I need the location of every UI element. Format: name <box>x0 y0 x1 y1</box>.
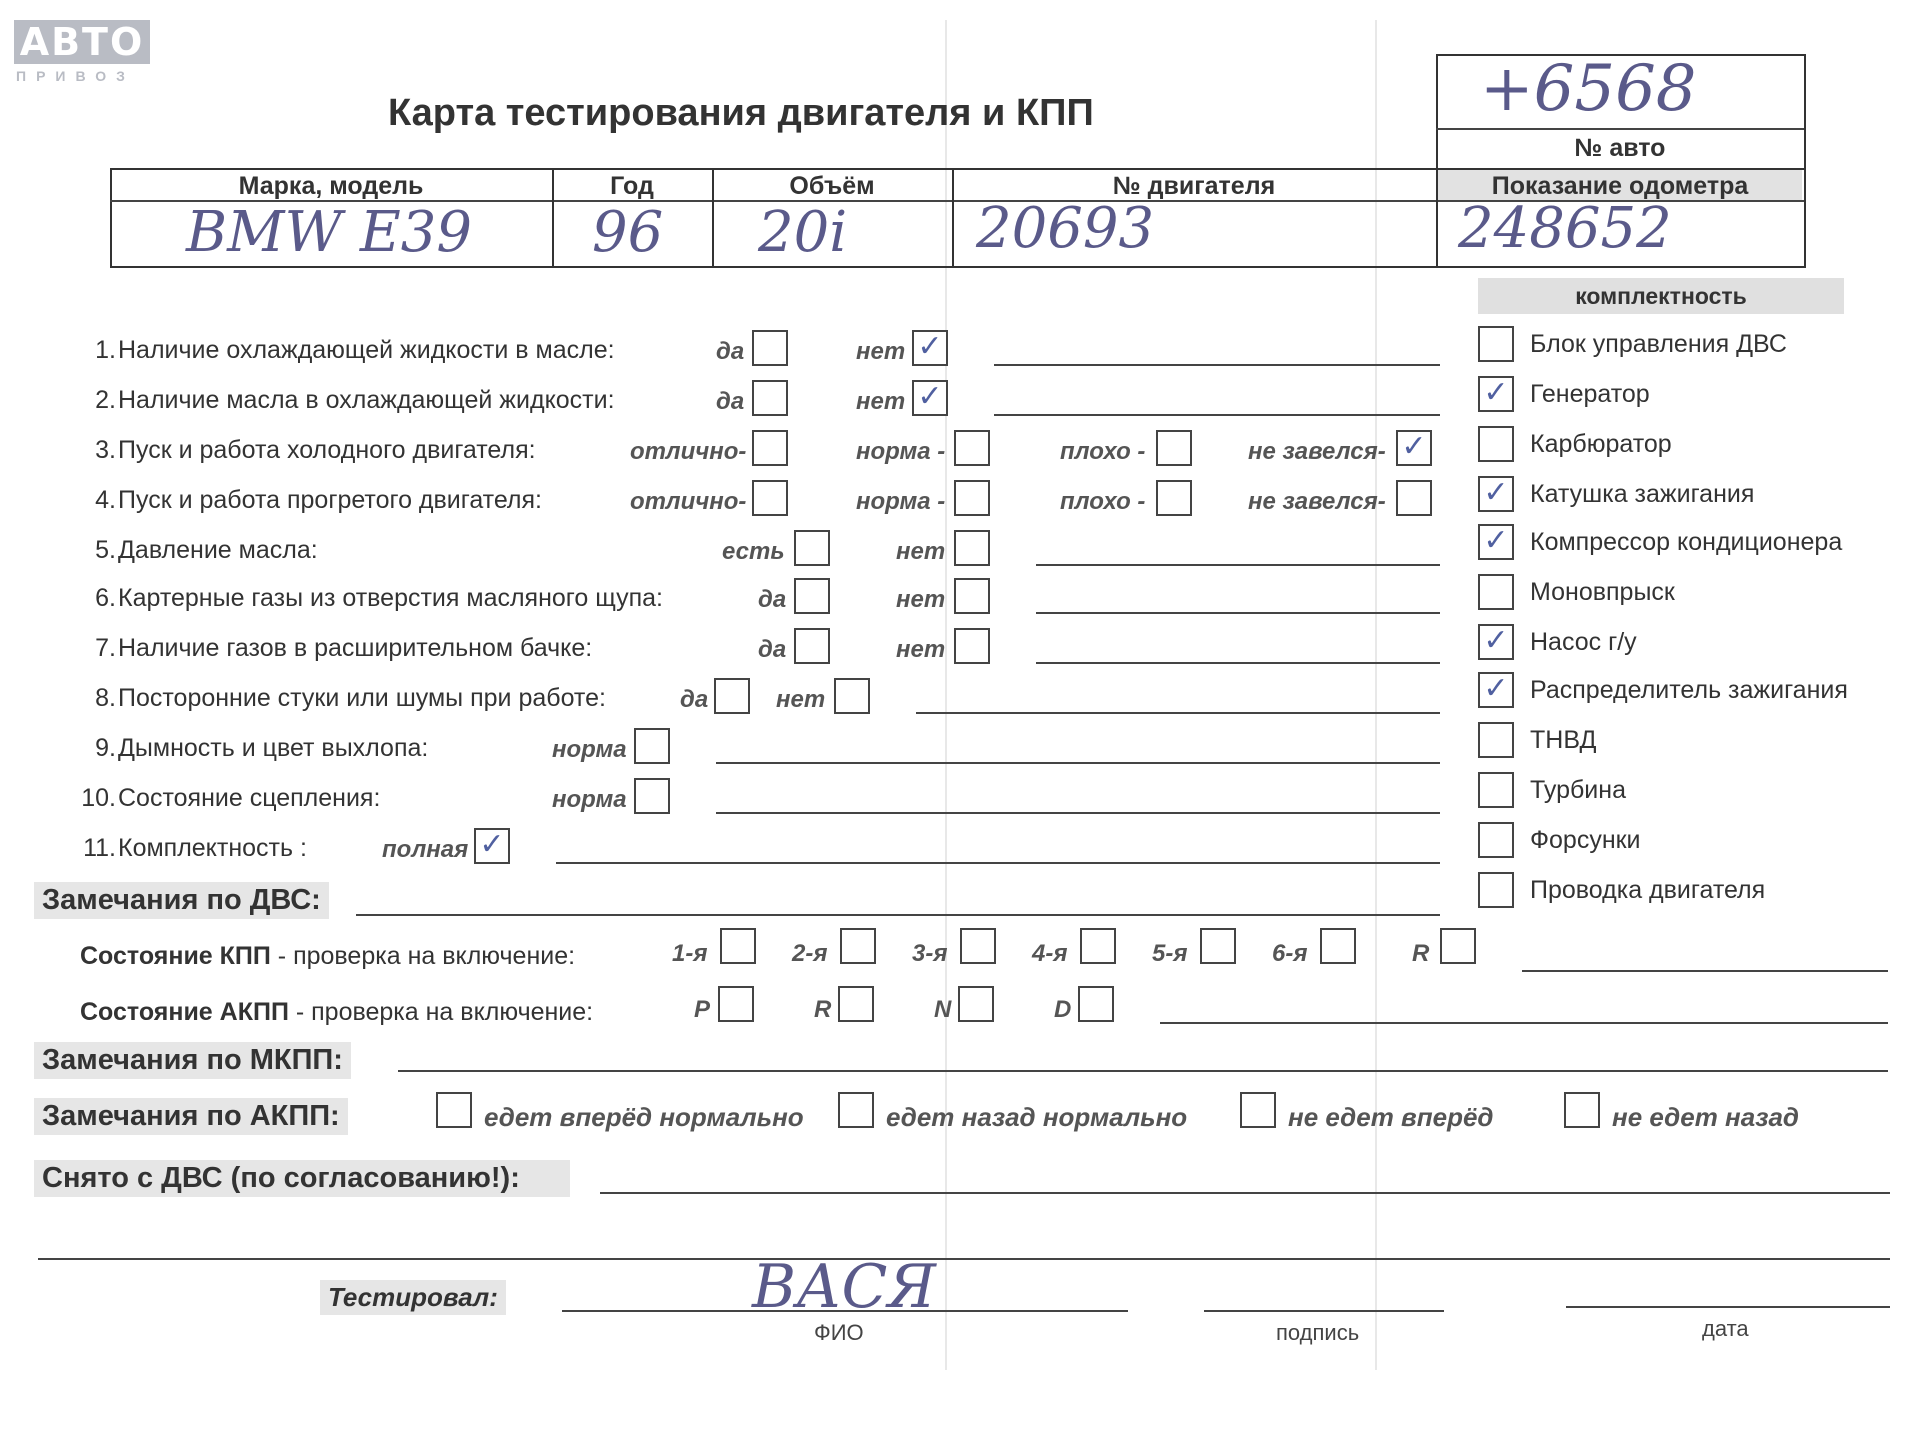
year-value[interactable]: 96 <box>592 200 664 265</box>
question-notes-line[interactable] <box>1036 612 1440 614</box>
kit-title: комплектность <box>1478 278 1844 314</box>
question-text: Комплектность : <box>118 834 307 862</box>
tested-label: Тестировал: <box>320 1280 506 1315</box>
gear-checkbox[interactable] <box>1200 928 1236 964</box>
car-number-label: № авто <box>1574 134 1666 162</box>
option-label: нет <box>896 538 946 565</box>
car-number-value[interactable]: +6568 <box>1480 52 1697 126</box>
kit-item-label: Блок управления ДВС <box>1530 330 1787 358</box>
fio-line[interactable] <box>562 1310 1128 1312</box>
option-label: не завелся- <box>1248 438 1386 465</box>
signature-line[interactable] <box>1204 1310 1444 1312</box>
question-text: Наличие охлаждающей жидкости в масле: <box>118 336 615 364</box>
checkmark: ✓ <box>1483 623 1509 658</box>
option-checkbox[interactable] <box>1156 480 1192 516</box>
akpp-remark-checkbox[interactable] <box>1240 1092 1276 1128</box>
gear-checkbox[interactable] <box>1440 928 1476 964</box>
question-text: Наличие масла в охлаждающей жидкости: <box>118 386 615 414</box>
option-label: норма - <box>856 438 946 465</box>
option-label: да <box>716 338 745 365</box>
question-number: 10. <box>81 784 116 812</box>
checkmark: ✓ <box>1483 671 1509 706</box>
question-notes-line[interactable] <box>716 762 1440 764</box>
question-text: Посторонние стуки или шумы при работе: <box>118 684 606 712</box>
removed-line[interactable] <box>600 1192 1890 1194</box>
question-notes-line[interactable] <box>556 862 1440 864</box>
kit-item-label: ТНВД <box>1530 726 1597 754</box>
option-checkbox[interactable] <box>954 480 990 516</box>
kit-item-label: Турбина <box>1530 776 1626 804</box>
question-text: Пуск и работа прогретого двигателя: <box>118 486 542 514</box>
akpp-remark-checkbox[interactable] <box>1564 1092 1600 1128</box>
akpp-mode-label: R <box>814 996 832 1023</box>
question-number: 5. <box>95 536 116 564</box>
option-checkbox[interactable] <box>954 430 990 466</box>
question-text: Состояние сцепления: <box>118 784 381 812</box>
gear-checkbox[interactable] <box>1320 928 1356 964</box>
odometer-label: Показание одометра <box>1491 172 1749 200</box>
option-label: нет <box>896 636 946 663</box>
question-number: 2. <box>95 386 116 414</box>
akpp-mode-label: N <box>934 996 952 1023</box>
option-checkbox[interactable] <box>794 578 830 614</box>
engine-number-label: № двигателя <box>1112 172 1276 200</box>
question-notes-line[interactable] <box>916 712 1440 714</box>
option-label: не завелся- <box>1248 488 1386 515</box>
checkmark: ✓ <box>917 329 943 364</box>
question-text: Дымность и цвет выхлопа: <box>118 734 429 762</box>
question-number: 9. <box>95 734 116 762</box>
make-label: Марка, модель <box>238 172 424 200</box>
akpp-remark-label: не едет назад <box>1612 1102 1800 1132</box>
option-checkbox[interactable] <box>954 578 990 614</box>
kit-item-label: Компрессор кондиционера <box>1530 528 1843 556</box>
option-checkbox[interactable] <box>794 628 830 664</box>
kit-item-checkbox[interactable] <box>1478 476 1514 512</box>
dvs-remarks-line[interactable] <box>356 914 1440 916</box>
akpp-remark-checkbox[interactable] <box>838 1092 874 1128</box>
kit-item-checkbox[interactable] <box>1478 426 1514 462</box>
signature-label: подпись <box>1276 1320 1360 1345</box>
option-checkbox[interactable] <box>954 628 990 664</box>
option-label: да <box>758 636 787 663</box>
akpp-mode-checkbox[interactable] <box>1078 986 1114 1022</box>
fio-label: ФИО <box>814 1320 864 1345</box>
kit-item-label: Насос г/у <box>1530 628 1637 656</box>
option-label: да <box>680 686 709 713</box>
question-number: 4. <box>95 486 116 514</box>
kit-item-label: Проводка двигателя <box>1530 876 1766 904</box>
option-checkbox[interactable] <box>912 330 948 366</box>
option-checkbox[interactable] <box>634 728 670 764</box>
removed-label: Снято с ДВС (по согласованию!): <box>34 1160 570 1197</box>
kit-item-label: Генератор <box>1530 380 1650 408</box>
gear-label: 1-я <box>672 940 708 967</box>
option-label: отлично- <box>630 488 747 515</box>
kpp-label: Состояние КПП - проверка на включение: <box>80 942 576 970</box>
option-label: плохо - <box>1060 488 1146 515</box>
option-label: да <box>758 586 787 613</box>
mkpp-remarks-line[interactable] <box>398 1070 1888 1072</box>
kit-item-label: Моновпрыск <box>1530 578 1675 606</box>
gear-label: R <box>1412 940 1430 967</box>
fio-value[interactable]: ВАСЯ <box>752 1252 936 1322</box>
option-checkbox[interactable] <box>634 778 670 814</box>
question-notes-line[interactable] <box>994 414 1440 416</box>
gear-label: 3-я <box>912 940 948 967</box>
question-number: 3. <box>95 436 116 464</box>
question-number: 7. <box>95 634 116 662</box>
option-checkbox[interactable] <box>1396 480 1432 516</box>
kit-item-checkbox[interactable] <box>1478 872 1514 908</box>
volume-label: Объём <box>789 172 875 200</box>
question-number: 1. <box>95 336 116 364</box>
checkmark: ✓ <box>1483 375 1509 410</box>
option-label: нет <box>776 686 826 713</box>
option-checkbox[interactable] <box>912 380 948 416</box>
question-number: 11. <box>83 834 116 862</box>
akpp-remark-checkbox[interactable] <box>436 1092 472 1128</box>
kit-item-label: Карбюратор <box>1530 430 1672 458</box>
question-text: Пуск и работа холодного двигателя: <box>118 436 536 464</box>
option-label: плохо - <box>1060 438 1146 465</box>
removed-line-2[interactable] <box>38 1258 1890 1260</box>
divider <box>1436 128 1804 130</box>
kit-item-checkbox[interactable] <box>1478 524 1514 560</box>
option-label: есть <box>722 538 785 565</box>
kit-item-label: Катушка зажигания <box>1530 480 1755 508</box>
akpp-mode-checkbox[interactable] <box>958 986 994 1022</box>
gear-checkbox[interactable] <box>960 928 996 964</box>
kit-item-checkbox[interactable] <box>1478 376 1514 412</box>
gear-checkbox[interactable] <box>720 928 756 964</box>
logo-subtitle: ПРИВОЗ <box>16 68 135 84</box>
option-label: норма - <box>856 488 946 515</box>
akpp-notes-line[interactable] <box>1160 1022 1888 1024</box>
mkpp-remarks-label: Замечания по МКПП: <box>34 1042 351 1079</box>
question-notes-line[interactable] <box>1036 564 1440 566</box>
option-label: нет <box>856 388 906 415</box>
kit-item-checkbox[interactable] <box>1478 772 1514 808</box>
gear-label: 6-я <box>1272 940 1308 967</box>
akpp-remark-label: не едет вперёд <box>1288 1102 1494 1132</box>
kit-item-checkbox[interactable] <box>1478 574 1514 610</box>
akpp-mode-label: P <box>694 996 711 1023</box>
option-label: норма <box>552 736 627 763</box>
option-checkbox[interactable] <box>834 678 870 714</box>
kit-item-label: Форсунки <box>1530 826 1641 854</box>
option-checkbox[interactable] <box>1156 430 1192 466</box>
question-notes-line[interactable] <box>1036 662 1440 664</box>
akpp-remark-label: едет вперёд нормально <box>484 1102 804 1132</box>
option-label: отлично- <box>630 438 747 465</box>
checkmark: ✓ <box>1401 429 1427 464</box>
year-label: Год <box>610 172 654 200</box>
option-checkbox[interactable] <box>1396 430 1432 466</box>
kit-item-checkbox[interactable] <box>1478 672 1514 708</box>
option-label: да <box>716 388 745 415</box>
question-text: Картерные газы из отверстия масляного щупа: <box>118 584 663 612</box>
option-checkbox[interactable] <box>474 828 510 864</box>
akpp-mode-checkbox[interactable] <box>838 986 874 1022</box>
question-number: 6. <box>95 584 116 612</box>
option-checkbox[interactable] <box>752 430 788 466</box>
gear-label: 4-я <box>1032 940 1068 967</box>
akpp-label: Состояние АКПП - проверка на включение: <box>80 998 594 1026</box>
page-title: Карта тестирования двигателя и КПП <box>388 92 1094 134</box>
gear-label: 2-я <box>792 940 828 967</box>
date-label: дата <box>1702 1316 1749 1341</box>
option-label: полная <box>382 836 469 863</box>
question-notes-line[interactable] <box>994 364 1440 366</box>
date-line[interactable] <box>1566 1306 1890 1308</box>
option-label: норма <box>552 786 627 813</box>
option-label: нет <box>896 586 946 613</box>
checkmark: ✓ <box>479 827 505 862</box>
engine-number-value[interactable]: 20693 <box>976 196 1155 261</box>
logo: АВТО <box>14 20 150 64</box>
gear-checkbox[interactable] <box>840 928 876 964</box>
gear-label: 5-я <box>1152 940 1188 967</box>
option-label: нет <box>856 338 906 365</box>
dvs-remarks-label: Замечания по ДВС: <box>34 882 329 919</box>
akpp-mode-checkbox[interactable] <box>718 986 754 1022</box>
kit-item-checkbox[interactable] <box>1478 624 1514 660</box>
question-text: Наличие газов в расширительном бачке: <box>118 634 593 662</box>
question-number: 8. <box>95 684 116 712</box>
make-value[interactable]: BMW E39 <box>186 200 472 265</box>
odometer-value[interactable]: 248652 <box>1458 196 1672 261</box>
akpp-remark-label: едет назад нормально <box>886 1102 1188 1132</box>
volume-value[interactable]: 20i <box>758 200 848 265</box>
question-text: Давление масла: <box>118 536 318 564</box>
option-checkbox[interactable] <box>752 330 788 366</box>
gear-checkbox[interactable] <box>1080 928 1116 964</box>
kit-item-checkbox[interactable] <box>1478 722 1514 758</box>
option-checkbox[interactable] <box>752 480 788 516</box>
akpp-mode-label: D <box>1054 996 1072 1023</box>
kit-item-checkbox[interactable] <box>1478 822 1514 858</box>
option-checkbox[interactable] <box>794 530 830 566</box>
question-notes-line[interactable] <box>716 812 1440 814</box>
kit-item-checkbox[interactable] <box>1478 326 1514 362</box>
akpp-remarks-label: Замечания по АКПП: <box>34 1098 348 1135</box>
option-checkbox[interactable] <box>954 530 990 566</box>
checkmark: ✓ <box>917 379 943 414</box>
option-checkbox[interactable] <box>752 380 788 416</box>
option-checkbox[interactable] <box>714 678 750 714</box>
kpp-notes-line[interactable] <box>1522 970 1888 972</box>
kit-item-label: Распределитель зажигания <box>1530 676 1848 704</box>
checkmark: ✓ <box>1483 523 1509 558</box>
checkmark: ✓ <box>1483 475 1509 510</box>
